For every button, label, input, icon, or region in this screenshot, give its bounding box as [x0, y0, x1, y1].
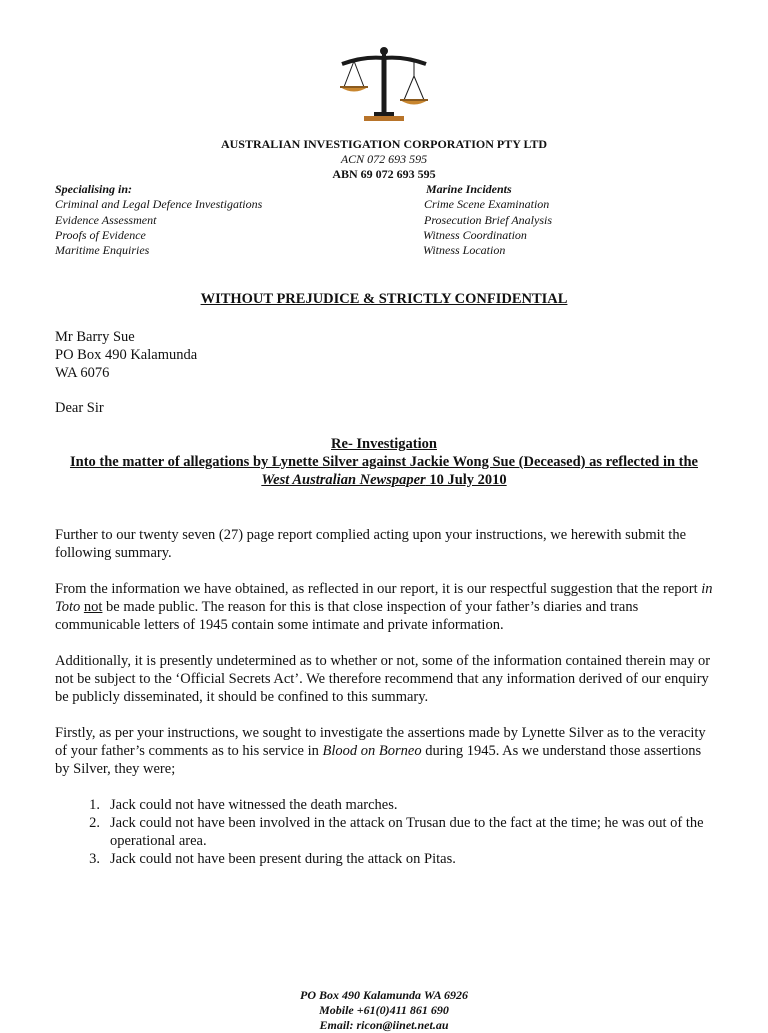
- service-item: Witness Location: [423, 243, 506, 258]
- list-number: 1.: [89, 797, 100, 813]
- subject-date: 10 July 2010: [425, 472, 507, 488]
- salutation: Dear Sir: [55, 400, 104, 416]
- list-text: Jack could not have been present during the attack on Pitas.: [110, 851, 456, 867]
- service-item: Criminal and Legal Defence Investigations: [55, 197, 263, 212]
- body-paragraph-4: [55, 724, 713, 778]
- list-text: Jack could not have been involved in the attack on Trusan due to the fact at the time; he was out of the operational area.: [110, 815, 704, 849]
- specialising-heading: Specialising in:: [55, 182, 133, 196]
- service-item: Maritime Enquiries: [55, 243, 150, 258]
- paragraph-text: Firstly, as per your instructions, we sought to investigate the assertions made by Lynette Silver as to the veracity of your father’s comments as to his service in: [55, 725, 706, 759]
- list-number: 2.: [89, 815, 100, 831]
- service-item: Evidence Assessment: [55, 212, 157, 227]
- confidential-heading: WITHOUT PREJUDICE & STRICTLY CONFIDENTIAL: [200, 291, 568, 307]
- services-right-column: [423, 182, 552, 258]
- paragraph-text: From the information we have obtained, as reflected in our report, it is our respectful suggestion that the report: [55, 581, 702, 597]
- underlined-word: not: [83, 599, 103, 615]
- footer-mobile: Mobile +61(0)411 861 690: [319, 1003, 449, 1017]
- company-name: AUSTRALIAN INVESTIGATION CORPORATION PTY LTD: [220, 137, 548, 151]
- assertions-list: [55, 796, 713, 868]
- list-number: 3.: [89, 851, 100, 867]
- services-left-column: [55, 182, 262, 258]
- recipient-address: [55, 328, 197, 382]
- footer-email: Email: ricon@iinet.net.au: [319, 1018, 449, 1032]
- paragraph-text: be made public. The reason for this is that close inspection of your father’s diaries and trans communicable letters of 1945 contain some intimate and private information.: [55, 599, 639, 633]
- list-text: Jack could not have witnessed the death marches.: [110, 797, 398, 813]
- subject-line: [55, 453, 713, 489]
- footer-address: PO Box 490 Kalamunda WA 6926: [300, 988, 468, 1002]
- body-paragraph-2: [55, 580, 713, 634]
- newspaper-name: West Australian Newspaper: [261, 472, 426, 488]
- recipient-address-line: WA 6076: [55, 365, 110, 381]
- service-item: Proofs of Evidence: [55, 227, 146, 242]
- subject-text: Into the matter of allegations by Lynette Silver against Jackie Wong Sue (Deceased) as reflected in the: [69, 454, 698, 470]
- book-title: Blood on Borneo: [322, 743, 422, 759]
- body-paragraph-3: Additionally, it is presently undetermined as to whether or not, some of the information contained therein may or not be subject to the ‘Official Secrets Act’. We therefore recommend that any information derived of our enquiry be publicly disseminated, it should be confined to this summary.: [55, 653, 711, 705]
- acn-number: ACN 072 693 595: [340, 152, 428, 166]
- list-item: [55, 814, 713, 850]
- scales-of-justice-logo: [334, 42, 434, 124]
- recipient-name: Mr Barry Sue: [55, 329, 135, 345]
- recipient-address-line: PO Box 490 Kalamunda: [55, 347, 198, 363]
- paragraph-text: during 1945. As we understand those assertions by Silver, they were;: [55, 743, 702, 777]
- service-item: Witness Coordination: [423, 227, 527, 242]
- list-item: [55, 796, 713, 814]
- service-item: Prosecution Brief Analysis: [424, 212, 552, 227]
- italic-phrase: in Toto: [55, 581, 713, 615]
- abn-number: ABN 69 072 693 595: [332, 167, 436, 181]
- service-item: Crime Scene Examination: [424, 197, 550, 212]
- body-paragraph-1: Further to our twenty seven (27) page report complied acting upon your instructions, we herewith submit the following summary.: [55, 527, 687, 561]
- marine-incidents-heading: Marine Incidents: [426, 182, 512, 196]
- list-item: [55, 850, 713, 868]
- subject-title: Re- Investigation: [331, 436, 437, 452]
- footer-contact: [0, 988, 768, 1033]
